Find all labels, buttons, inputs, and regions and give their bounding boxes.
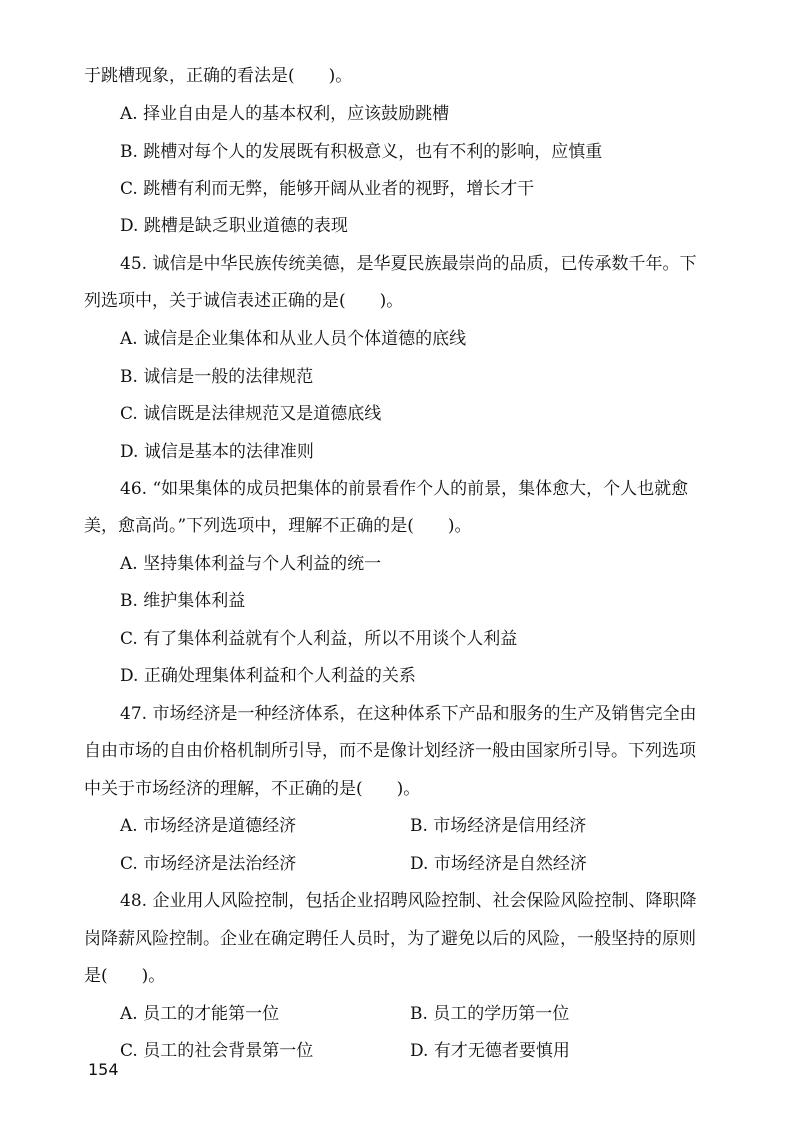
q46-stem-line1: 46. “如果集体的成员把集体的前景看作个人的前景，集体愈大，个人也就愈 xyxy=(120,479,689,499)
q48-option-a: A. 员工的才能第一位 xyxy=(120,1004,280,1024)
q45-option-d: D. 诚信是基本的法律准则 xyxy=(120,442,314,462)
q46-option-b: B. 维护集体利益 xyxy=(120,591,246,611)
q45-option-b: B. 诚信是一般的法律规范 xyxy=(120,367,314,387)
q47-stem-line2: 自由市场的自由价格机制所引导，而不是像计划经济一般由国家所引导。下列选项 xyxy=(84,741,696,761)
q47-stem-line1: 47. 市场经济是一种经济体系，在这种体系下产品和服务的生产及销售完全由 xyxy=(120,704,697,724)
q48-stem-line2: 岗降薪风险控制。企业在确定聘任人员时，为了避免以后的风险，一般坚持的原则 xyxy=(84,929,696,949)
q48-option-d: D. 有才无德者要慎用 xyxy=(410,1041,570,1061)
q44-stem-tail: 于跳槽现象，正确的看法是( )。 xyxy=(84,66,353,86)
q47-option-b: B. 市场经济是信用经济 xyxy=(410,816,587,836)
q44-option-a: A. 择业自由是人的基本权利，应该鼓励跳槽 xyxy=(120,104,450,124)
q46-option-d: D. 正确处理集体利益和个人利益的关系 xyxy=(120,666,416,686)
q46-option-c: C. 有了集体利益就有个人利益，所以不用谈个人利益 xyxy=(120,629,518,649)
q48-option-c: C. 员工的社会背景第一位 xyxy=(120,1041,314,1061)
q47-stem-line3: 中关于市场经济的理解，不正确的是( )。 xyxy=(84,779,421,799)
q46-option-a: A. 坚持集体利益与个人利益的统一 xyxy=(120,554,382,574)
q44-option-d: D. 跳槽是缺乏职业道德的表现 xyxy=(120,216,348,236)
q46-stem-line2: 美，愈高尚。”下列选项中，理解不正确的是( )。 xyxy=(84,516,472,536)
q48-stem-line3: 是( )。 xyxy=(84,966,166,986)
q44-option-b: B. 跳槽对每个人的发展既有积极意义，也有不利的影响，应慎重 xyxy=(120,142,603,162)
q45-option-c: C. 诚信既是法律规范又是道德底线 xyxy=(120,404,382,424)
q47-option-a: A. 市场经济是道德经济 xyxy=(120,816,297,836)
q47-option-c: C. 市场经济是法治经济 xyxy=(120,854,297,874)
page-number: 154 xyxy=(88,1060,119,1079)
q45-stem-line2: 列选项中，关于诚信表述正确的是( )。 xyxy=(84,291,404,311)
q47-option-d: D. 市场经济是自然经济 xyxy=(410,854,587,874)
q48-option-b: B. 员工的学历第一位 xyxy=(410,1004,570,1024)
q44-option-c: C. 跳槽有利而无弊，能够开阔从业者的视野，增长才干 xyxy=(120,179,535,199)
q45-option-a: A. 诚信是企业集体和从业人员个体道德的底线 xyxy=(120,329,467,349)
q45-stem-line1: 45. 诚信是中华民族传统美德，是华夏民族最崇尚的品质，已传承数千年。下 xyxy=(120,254,697,274)
q48-stem-line1: 48. 企业用人风险控制，包括企业招聘风险控制、社会保险风险控制、降职降 xyxy=(120,891,697,911)
